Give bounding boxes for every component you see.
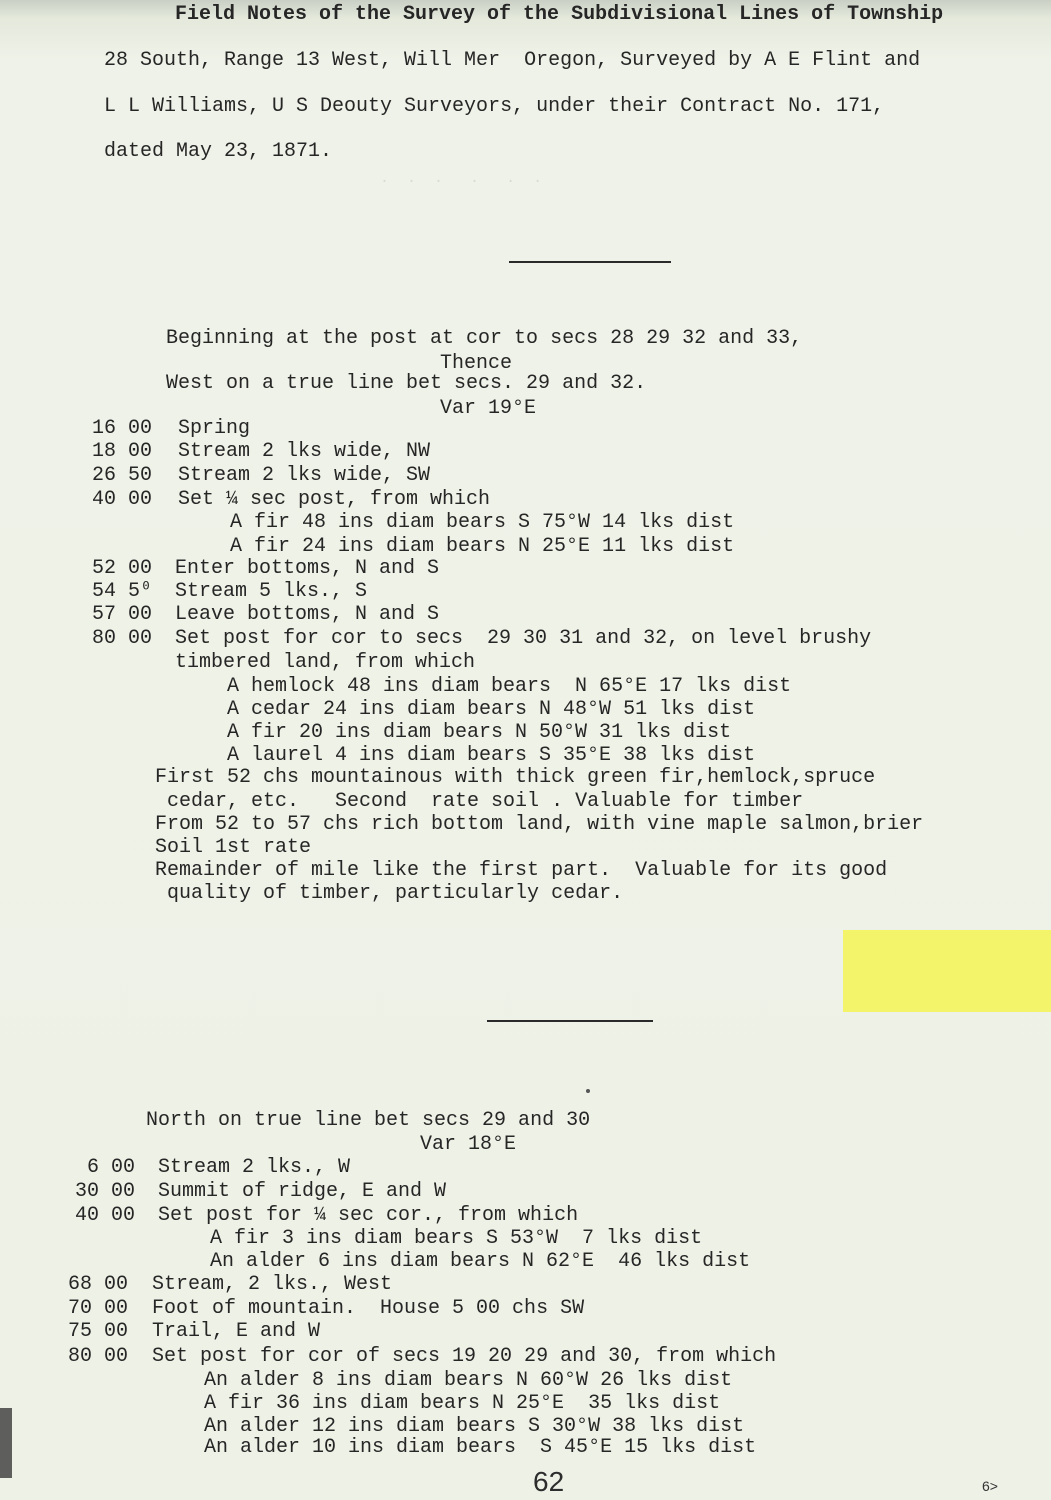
entry-text: Stream 2 lks., W xyxy=(158,1156,351,1179)
entry-text: Summit of ridge, E and W xyxy=(158,1180,447,1203)
entry-text: Set post for ¼ sec cor., from which xyxy=(158,1204,579,1227)
entry-distance: 40 00 xyxy=(92,488,153,511)
header-line-1: Field Notes of the Survey of the Subdivisional Lines of Township xyxy=(175,3,944,26)
entry-text: A laurel 4 ins diam bears S 35°E 38 lks dist xyxy=(227,744,756,767)
entry-text: A cedar 24 ins diam bears N 48°W 51 lks dist xyxy=(227,698,756,721)
section1-note-6: quality of timber, particularly cedar. xyxy=(155,882,624,905)
entry-text: A fir 48 ins diam bears S 75°W 14 lks dist xyxy=(230,511,735,534)
entry-distance: 80 00 xyxy=(68,1345,129,1368)
entry-distance: 40 00 xyxy=(75,1204,136,1227)
entry-text: Stream 2 lks wide, SW xyxy=(178,464,431,487)
entry-distance: 6 00 xyxy=(75,1156,136,1179)
entry-text: Stream 2 lks wide, NW xyxy=(178,440,431,463)
bleed-through-text: . . . . . . xyxy=(110,170,543,187)
yellow-highlight-mark xyxy=(843,930,1051,1012)
entry-distance: 52 00 xyxy=(92,557,153,580)
entry-text: Set post for cor of secs 19 20 29 and 30, from which xyxy=(152,1345,777,1368)
entry-text: A hemlock 48 ins diam bears N 65°E 17 lks dist xyxy=(227,675,792,698)
entry-text: Trail, E and W xyxy=(152,1320,321,1343)
entry-distance: 70 00 xyxy=(68,1297,129,1320)
section1-intro-line-2: Thence xyxy=(440,352,513,375)
section1-note-3: From 52 to 57 chs rich bottom land, with vine maple salmon,brier xyxy=(155,813,924,836)
header-line-2: 28 South, Range 13 West, Will Mer Oregon, Surveyed by A E Flint and xyxy=(104,49,921,72)
header-line-4: dated May 23, 1871. xyxy=(104,140,333,163)
section-divider-1 xyxy=(509,261,671,263)
section1-note-1: First 52 chs mountainous with thick green fir,hemlock,spruce xyxy=(155,766,876,789)
section1-intro-line-1: Beginning at the post at cor to secs 28 29 32 and 33, xyxy=(166,327,803,350)
entry-text: A fir 3 ins diam bears S 53°W 7 lks dist xyxy=(210,1227,703,1250)
section2-intro-line-1: North on true line bet secs 29 and 30 xyxy=(146,1109,591,1132)
entry-distance: 18 00 xyxy=(92,440,153,463)
entry-text: Leave bottoms, N and S xyxy=(175,603,440,626)
binding-edge-shadow xyxy=(0,1408,12,1478)
section1-note-2: cedar, etc. Second rate soil . Valuable for timber xyxy=(155,790,804,813)
entry-text: Enter bottoms, N and S xyxy=(175,557,440,580)
entry-text: timbered land, from which xyxy=(175,651,476,674)
corner-mark: 6> xyxy=(982,1478,998,1494)
section-divider-2 xyxy=(487,1020,653,1022)
entry-distance: 68 00 xyxy=(68,1273,129,1296)
entry-distance: 75 00 xyxy=(68,1320,129,1343)
entry-distance: 26 50 xyxy=(92,464,153,487)
ink-speck xyxy=(586,1089,590,1093)
entry-text: A fir 24 ins diam bears N 25°E 11 lks dist xyxy=(230,535,735,558)
entry-text: An alder 10 ins diam bears S 45°E 15 lks dist xyxy=(204,1436,757,1459)
entry-text: An alder 8 ins diam bears N 60°W 26 lks dist xyxy=(204,1369,733,1392)
entry-text: Set ¼ sec post, from which xyxy=(178,488,491,511)
entry-text: Set post for cor to secs 29 30 31 and 32, on level brushy xyxy=(175,627,872,650)
entry-text: An alder 12 ins diam bears S 30°W 38 lks dist xyxy=(204,1415,745,1438)
section1-note-5: Remainder of mile like the first part. Valuable for its good xyxy=(155,859,888,882)
entry-text: An alder 6 ins diam bears N 62°E 46 lks dist xyxy=(210,1250,751,1273)
entry-text: Stream 5 lks., S xyxy=(175,580,368,603)
header-line-3: L L Williams, U S Deouty Surveyors, under their Contract No. 171, xyxy=(104,95,885,118)
section1-intro-line-4: Var 19°E xyxy=(440,397,537,420)
page-number: 62 xyxy=(533,1466,565,1497)
entry-distance: 16 00 xyxy=(92,417,153,440)
entry-distance: 80 00 xyxy=(92,627,153,650)
section1-intro-line-3: West on a true line bet secs. 29 and 32. xyxy=(166,372,647,395)
entry-text: Spring xyxy=(178,417,251,440)
section1-note-4: Soil 1st rate xyxy=(155,836,312,859)
entry-distance: 30 00 xyxy=(75,1180,136,1203)
entry-text: Stream, 2 lks., West xyxy=(152,1273,393,1296)
entry-distance: 54 5⁰ xyxy=(92,580,153,603)
entry-text: Foot of mountain. House 5 00 chs SW xyxy=(152,1297,585,1320)
entry-text: A fir 20 ins diam bears N 50°W 31 lks dist xyxy=(227,721,732,744)
entry-text: A fir 36 ins diam bears N 25°E 35 lks dist xyxy=(204,1392,721,1415)
entry-distance: 57 00 xyxy=(92,603,153,626)
section2-intro-line-2: Var 18°E xyxy=(420,1133,517,1156)
